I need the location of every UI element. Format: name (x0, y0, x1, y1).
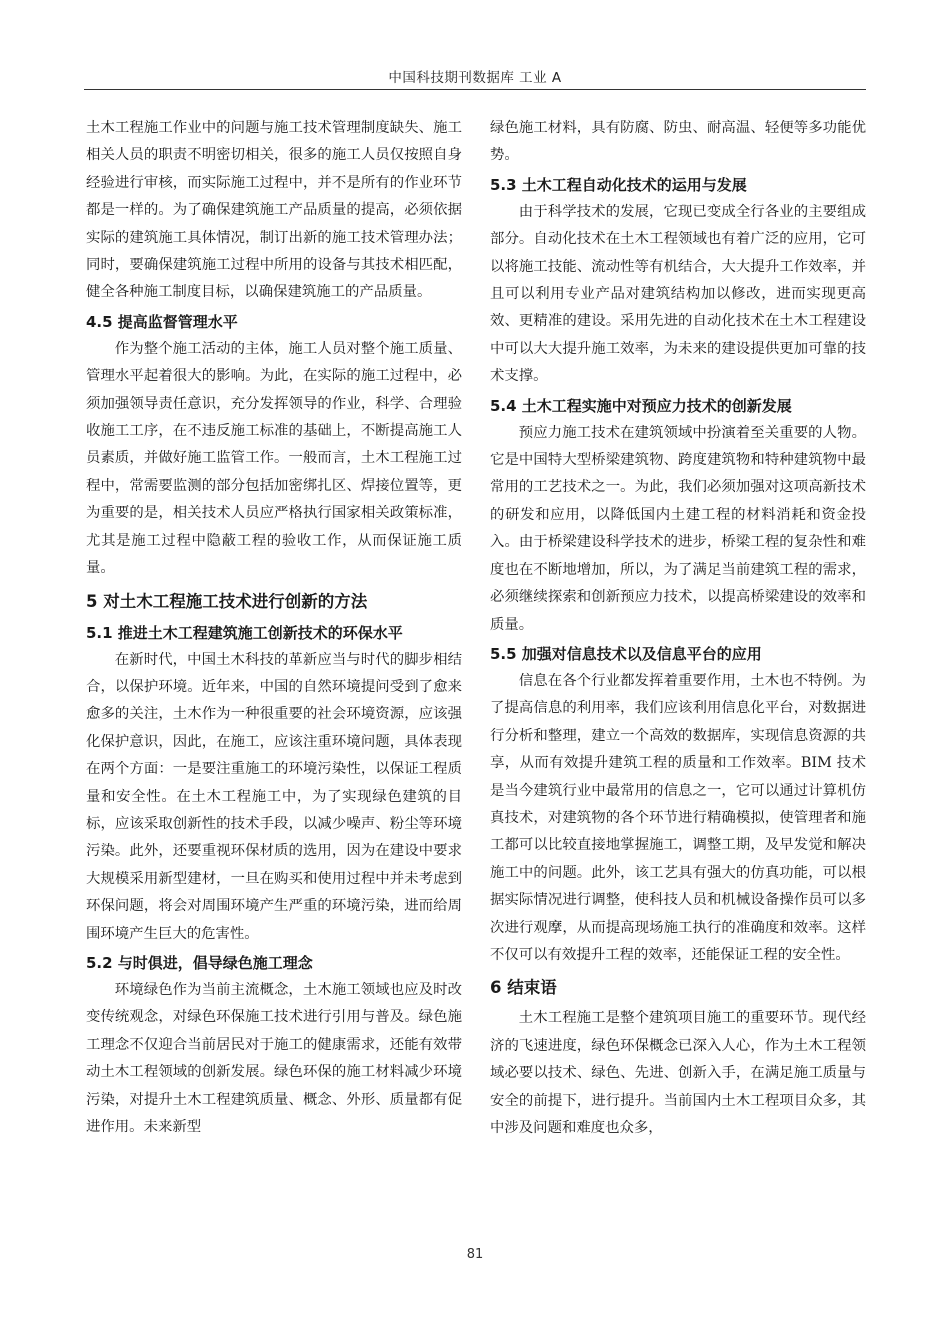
paragraph: 绿色施工材料，具有防腐、防虫、耐高温、轻便等多功能优势。 (490, 120, 866, 164)
paragraph: 土木工程施工作业中的问题与施工技术管理制度缺失、施工相关人员的职责不明密切相关，很多的施工人员仅按照自身经验进行审核，而实际施工过程中，并不是所有的作业环节都是一样的。为了确保建筑施工产品质量的提高，必须依据实际的建筑施工具体情况，制订出新的施工技术管理办法；同时，要确保建筑施工过程中所用的设备与其技术相匹配，健全各种施工制度目标，以确保建筑施工的产品质量。 (86, 120, 462, 301)
section-heading-5-3: 5.3 土木工程自动化技术的运用与发展 (490, 175, 747, 194)
right-column (490, 115, 866, 1142)
left-column (86, 115, 462, 1141)
paragraph: 在新时代，中国土木科技的革新应当与时代的脚步相结合，以保护环境。近年来，中国的自然环境提问受到了愈来愈多的关注，土木作为一种很重要的社会环境资源，应该强化保护意识，因此，在施工，应该注重环境问题，具体表现在两个方面：一是要注重施工的环境污染性，以保证工程质量和安全性。在土木工程施工中，为了实现绿色建筑的目标，应该采取创新性的技术手段，以减少噪声、粉尘等环境污染。此外，还要重视环保材质的选用，因为在建设中要求大规模采用新型建材，一旦在购买和使用过程中并未考虑到环保问题，将会对周围环境产生严重的环境污染，进而给周围环境产生巨大的危害性。 (86, 651, 462, 942)
section-heading-4-5: 4.5 提高监督管理水平 (86, 312, 238, 331)
paragraph: 土木工程施工是整个建筑项目施工的重要环节。现代经济的飞速进度，绿色环保概念已深入人心，作为土木工程领域必要以技术、绿色、先进、创新入手，在满足施工质量与安全的前提下，进行提升。当前国内土木工程项目众多，其中涉及问题和难度也众多， (490, 1010, 866, 1136)
paragraph: 信息在各个行业都发挥着重要作用，土木也不特例。为了提高信息的利用率，我们应该利用信息化平台，对数据进行分析和整理，建立一个高效的数据库，实现信息资源的共享，从而有效提升建筑工程的质量和工作效率。BIM 技术是当今建筑行业中最常用的信息之一，它可以通过计算机仿真技术，对建筑物的各个环节进行精确模拟，使管理者和施工都可以比较直接地掌握施工，调整工期，及早发觉和解决施工中的问题。此外，该工艺具有强大的仿真功能，可以根据实际情况进行调整，使科技人员和机械设备操作员可以多次进行观摩，从而提高现场施工执行的准确度和效率。这样不仅可以有效提升工程的效率，还能保证工程的安全性。 (490, 672, 866, 963)
section-heading-5-1: 5.1 推进土木工程建筑施工创新技术的环保水平 (86, 623, 403, 642)
section-heading-5-2: 5.2 与时俱进，倡导绿色施工理念 (86, 953, 313, 972)
paragraph: 作为整个施工活动的主体，施工人员对整个施工质量、管理水平起着很大的影响。为此，在实际的施工过程中，必须加强领导责任意识，充分发挥领导的作业，科学、合理验收施工工序，在不违反施工标准的基础上，不断提高施工人员素质，并做好施工监管工作。一般而言，土木工程施工过程中，常需要监测的部分包括加密绑扎区、焊接位置等，更为重要的是，相关技术人员应严格执行国家相关政策标准，尤其是施工过程中隐蔽工程的验收工作，从而保证施工质量。 (86, 340, 462, 577)
paragraph: 预应力施工技术在建筑领域中扮演着至关重要的人物。它是中国特大型桥梁建筑物、跨度建筑物和特种建筑物中最常用的工艺技术之一。为此，我们必须加强对这项高新技术的研发和应用，以降低国内土建工程的材料消耗和资金投入。由于桥梁建设科学技术的进步，桥梁工程的复杂性和难度也在不断地增加，所以，为了满足当前建筑工程的需求，必须继续探索和创新预应力技术，以提高桥梁建设的效率和质量。 (490, 424, 866, 633)
header-divider (84, 89, 866, 90)
paragraph: 由于科学技术的发展，它现已变成全行各业的主要组成部分。自动化技术在土木工程领域也有着广泛的应用，它可以将施工技能、流动性等有机结合，大大提升工作效率，并且可以利用专业产品对建筑结构加以修改，进而实现更高效、更精准的建设。采用先进的自动化技术在土木工程建设中可以大大提升施工效率，为未来的建设提供更加可靠的技术支撑。 (490, 203, 866, 385)
journal-header: 中国科技期刊数据库 工业 A (388, 70, 562, 86)
section-heading-5: 5 对土木工程施工技术进行创新的方法 (86, 591, 368, 611)
paragraph: 环境绿色作为当前主流概念，土木施工领域也应及时改变传统观念，对绿色环保施工技术进行引用与普及。绿色施工理念不仅迎合当前居民对于施工的健康需求，还能有效带动土木工程领域的创新发展。绿色环保的施工材料减少环境污染，对提升土木工程建筑质量、概念、外形、质量都有促进作用。未来新型 (86, 981, 462, 1135)
section-heading-5-5: 5.5 加强对信息技术以及信息平台的应用 (490, 644, 762, 663)
section-heading-6: 6 结束语 (490, 978, 557, 998)
section-heading-5-4: 5.4 土木工程实施中对预应力技术的创新发展 (490, 396, 792, 415)
page-number: 81 (466, 1247, 484, 1262)
